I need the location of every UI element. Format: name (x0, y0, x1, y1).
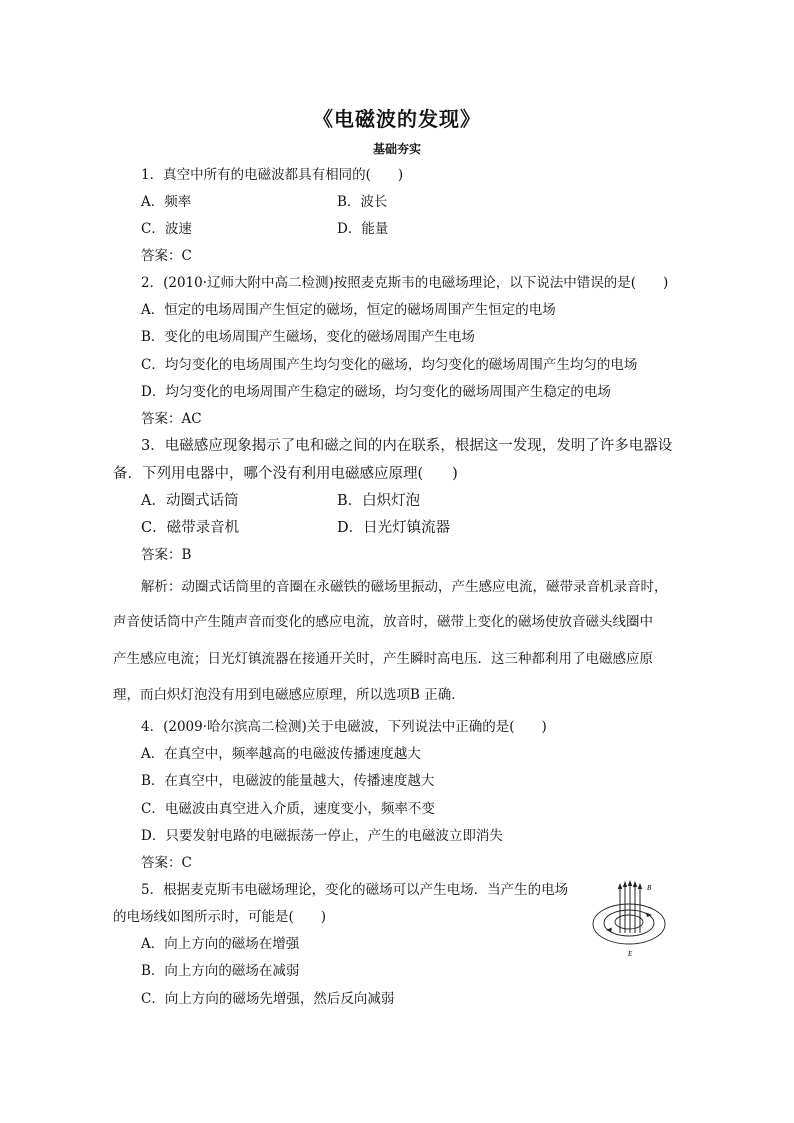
q2-option-a: A．恒定的电场周围产生恒定的磁场，恒定的磁场周围产生恒定的电场 (141, 302, 556, 318)
magnetic-field-lines (620, 885, 640, 933)
q5-option-a: A．向上方向的磁场在增强 (141, 936, 300, 952)
q1-stem: 1．真空中所有的电磁波都具有相同的( ) (141, 167, 404, 183)
page-title: 《电磁波的发现》 (313, 107, 481, 131)
q3-answer: 答案：B (141, 547, 192, 563)
q1-answer: 答案：C (141, 248, 192, 264)
q3-stem-line2: 备．下列用电器中，哪个没有利用电磁感应原理( ) (113, 466, 458, 482)
q3-option-c: C．磁带录音机 (141, 520, 240, 536)
q5-stem-line2: 的电场线如图所示时，可能是( ) (113, 909, 327, 925)
q4-option-d: D．只要发射电路的电磁振荡一停止，产生的电磁波立即消失 (141, 828, 503, 844)
q3-explanation-line3: 产生感应电流；日光灯镇流器在接通开关时，产生瞬时高电压．这三种都利用了电磁感应原 (113, 651, 653, 667)
q5-option-c: C．向上方向的磁场先增强，然后反向减弱 (141, 991, 395, 1007)
q1-option-b: B．波长 (337, 194, 388, 210)
q2-stem: 2．(2010·辽师大附中高二检测)按照麦克斯韦的电磁场理论，以下说法中错误的是( ) (141, 275, 669, 291)
section-subtitle: 基础夯实 (372, 142, 421, 156)
q4-answer: 答案：C (141, 855, 192, 871)
q5-option-b: B．向上方向的磁场在减弱 (141, 963, 300, 979)
q3-option-a: A．动圈式话筒 (141, 493, 239, 509)
q2-option-b: B．变化的电场周围产生磁场，变化的磁场周围产生电场 (141, 329, 475, 345)
q3-option-d: D．日光灯镇流器 (337, 520, 451, 536)
field-lines-figure (592, 878, 670, 958)
q1-option-c: C．波速 (141, 221, 192, 237)
q4-option-a: A．在真空中，频率越高的电磁波传播速度越大 (141, 746, 421, 762)
q2-option-d: D．均匀变化的电场周围产生稳定的磁场，均匀变化的磁场周围产生稳定的电场 (141, 384, 611, 400)
figure-label-e: E (628, 950, 633, 958)
q1-option-d: D．能量 (337, 221, 389, 237)
q3-explanation-line2: 声音使话筒中产生随声音而变化的感应电流，放音时，磁带上变化的磁场使放音磁头线圈中 (113, 614, 653, 630)
figure-label-b: B (647, 884, 652, 892)
q4-stem: 4．(2009·哈尔滨高二检测)关于电磁波，下列说法中正确的是( ) (141, 719, 547, 735)
q1-option-a: A．频率 (141, 194, 192, 210)
q2-option-c: C．均匀变化的电场周围产生均匀变化的磁场，均匀变化的磁场周围产生均匀的电场 (141, 357, 638, 373)
q4-option-c: C．电磁波由真空进入介质，速度变小，频率不变 (141, 801, 435, 817)
q3-option-b: B．白炽灯泡 (337, 493, 421, 509)
q4-option-b: B．在真空中，电磁波的能量越大，传播速度越大 (141, 773, 435, 789)
q5-stem-line1: 5．根据麦克斯韦电磁场理论，变化的磁场可以产生电场．当产生的电场 (141, 882, 569, 898)
q3-explanation-line4: 理，而白炽灯泡没有用到电磁感应原理，所以选项B 正确． (113, 687, 465, 703)
electric-field-loop-inner (615, 915, 643, 929)
q3-stem-line1: 3．电磁感应现象揭示了电和磁之间的内在联系，根据这一发现，发明了许多电器设 (141, 438, 673, 454)
q3-explanation-line1: 解析：动圈式话筒里的音圈在永磁铁的磁场里振动，产生感应电流，磁带录音机录音时， (141, 579, 668, 595)
q2-answer: 答案：AC (141, 411, 202, 427)
